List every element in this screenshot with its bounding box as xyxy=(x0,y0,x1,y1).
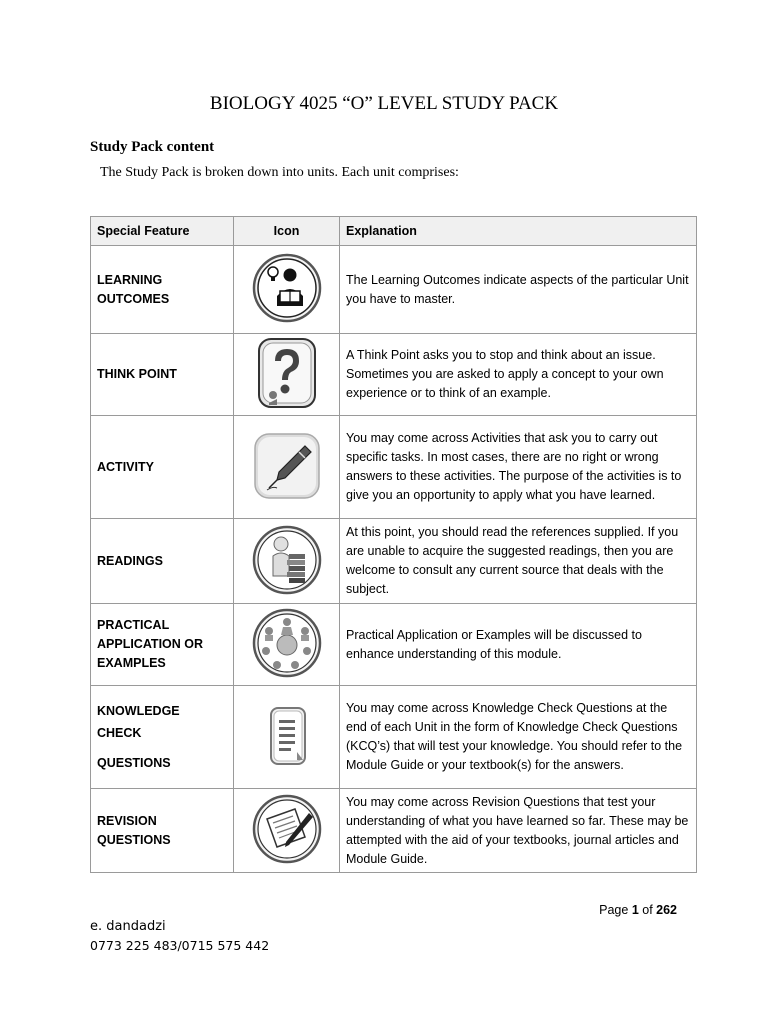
header-explanation: Explanation xyxy=(340,217,697,246)
page-current: 1 xyxy=(631,903,639,917)
figure-with-books-icon xyxy=(251,524,323,596)
document-title: BIOLOGY 4025 “O” LEVEL STUDY PACK xyxy=(209,93,559,114)
explanation-cell: You may come across Revision Questions that test your understanding of what you have learned so far. These may be attempted with the aid of your textbooks, journal articles and Module Guide. xyxy=(340,789,697,873)
section-heading: Study Pack content xyxy=(90,139,215,155)
feature-label: OUTCOMES xyxy=(97,291,170,306)
table-row xyxy=(91,334,697,416)
table-row xyxy=(91,519,697,604)
footer-author: e. dandadzi xyxy=(90,919,166,934)
table-row xyxy=(91,789,697,873)
page-number xyxy=(599,903,677,917)
fountain-pen-icon xyxy=(251,430,323,502)
reader-with-lightbulb-icon xyxy=(251,252,323,324)
feature-label: LEARNING xyxy=(97,272,163,287)
question-mark-icon xyxy=(251,337,323,409)
explanation-cell: Practical Application or Examples will be discussed to enhance understanding of this module. xyxy=(340,604,697,686)
feature-label: PRACTICAL xyxy=(97,618,170,632)
scroll-document-icon xyxy=(251,700,323,772)
table-header-row xyxy=(91,217,697,246)
footer-phone: 0773 225 483/0715 575 442 xyxy=(90,938,270,953)
icon-cell xyxy=(234,246,340,334)
header-special-feature: Special Feature xyxy=(91,217,234,246)
feature-label: APPLICATION OR xyxy=(97,637,204,651)
icon-cell xyxy=(234,416,340,519)
paper-and-pen-icon xyxy=(251,793,323,865)
feature-cell xyxy=(91,686,234,789)
feature-cell xyxy=(91,334,234,416)
explanation-cell: The Learning Outcomes indicate aspects of the particular Unit you have to master. xyxy=(340,246,697,334)
explanation-cell: You may come across Activities that ask you to carry out specific tasks. In most cases, there are no right or wrong answers to these activities. The purpose of the activities is to give you an opportunity to apply what you have learned. xyxy=(340,416,697,519)
feature-cell xyxy=(91,789,234,873)
feature-cell xyxy=(91,604,234,686)
table-row xyxy=(91,686,697,789)
feature-label: QUESTIONS xyxy=(97,756,171,770)
icon-cell xyxy=(234,334,340,416)
feature-label: CHECK xyxy=(97,726,142,740)
explanation-cell: A Think Point asks you to stop and think about an issue. Sometimes you are asked to apply a concept to your own experience or to think of an example. xyxy=(340,334,697,416)
page-of: of xyxy=(638,903,657,917)
feature-label: KNOWLEDGE xyxy=(97,704,180,718)
feature-cell xyxy=(91,519,234,604)
icon-cell xyxy=(234,686,340,789)
icon-cell xyxy=(234,789,340,873)
explanation-cell: You may come across Knowledge Check Questions at the end of each Unit in the form of Knowledge Check Questions (KCQ’s) that will test your knowledge. You should refer to the Module Guide or your textbook(s) for the answers. xyxy=(340,686,697,789)
feature-cell xyxy=(91,416,234,519)
feature-cell xyxy=(91,246,234,334)
feature-label: ACTIVITY xyxy=(97,459,154,474)
intro-paragraph: The Study Pack is broken down into units. Each unit comprises: xyxy=(100,165,459,180)
table-row xyxy=(91,416,697,519)
special-features-table xyxy=(90,216,697,873)
feature-label: EXAMPLES xyxy=(97,656,166,670)
explanation-cell: At this point, you should read the references supplied. If you are unable to acquire the suggested readings, then you are welcome to consult any current source that deals with the subject. xyxy=(340,519,697,604)
icon-cell xyxy=(234,519,340,604)
icon-cell xyxy=(234,604,340,686)
page-total: 262 xyxy=(656,903,677,917)
feature-label: THINK POINT xyxy=(97,367,177,381)
feature-label: READINGS xyxy=(97,553,163,568)
page-prefix: Page xyxy=(599,903,632,917)
table-row xyxy=(91,604,697,686)
table-row xyxy=(91,246,697,334)
header-icon: Icon xyxy=(234,217,340,246)
feature-label: REVISION xyxy=(97,813,157,828)
feature-label: QUESTIONS xyxy=(97,832,171,847)
team-circle-icon xyxy=(251,607,323,679)
